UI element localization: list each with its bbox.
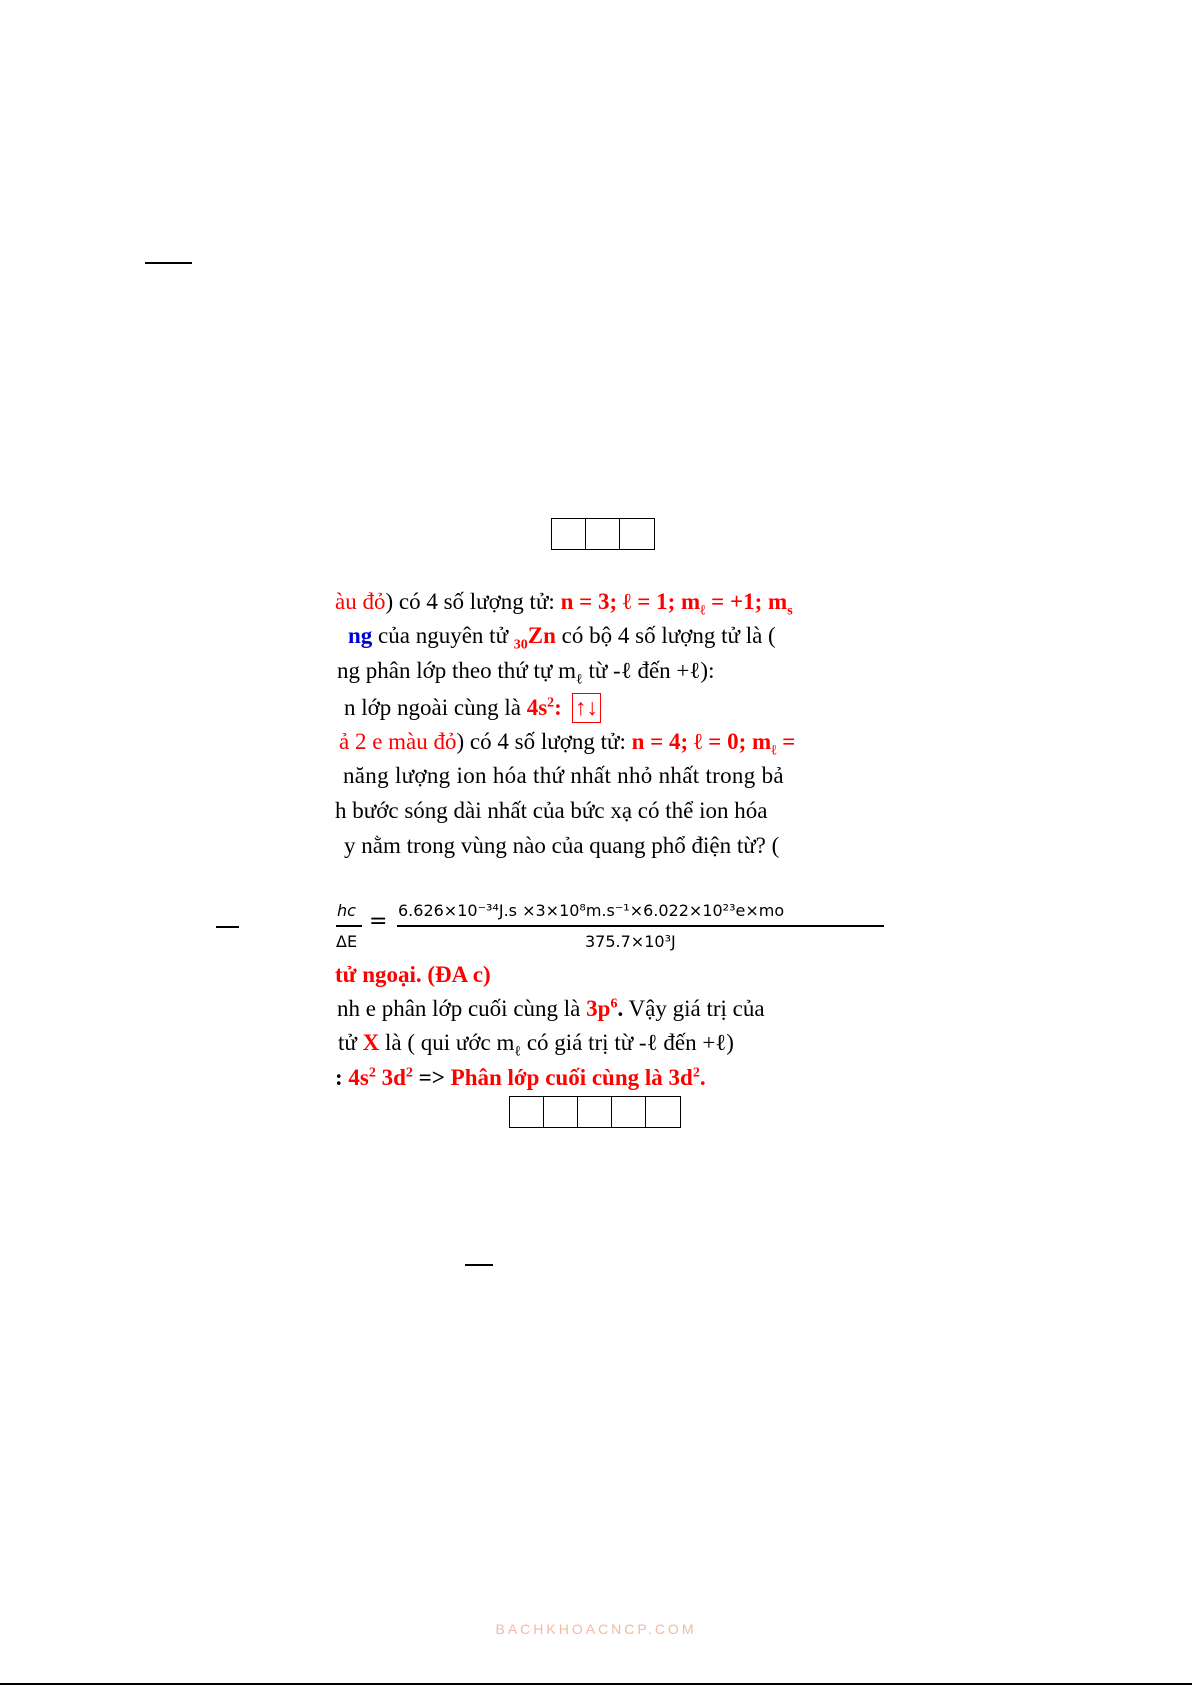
formula-lhs-numerator: hc — [337, 901, 356, 920]
orbital-cell — [510, 1097, 544, 1127]
text-line-6: năng lượng ion hóa thứ nhất nhỏ nhất trong bả — [343, 763, 784, 788]
orbital-cell — [646, 1097, 680, 1127]
line4-config: $4s^2$: — [526, 695, 562, 720]
line1-red: àu đỏ — [335, 589, 386, 614]
orbital-cell — [544, 1097, 578, 1127]
line2-text: của nguyên tử — [372, 623, 514, 648]
formula-lhs-bar — [336, 925, 362, 927]
formula-lhs-denominator: ΔE — [336, 932, 358, 951]
line2-element: $_{30}$Zn — [513, 623, 556, 653]
line1-text: ) có 4 số lượng tử: — [385, 589, 561, 614]
orbital-cell — [552, 519, 586, 549]
heading-dash — [145, 262, 192, 264]
text-line-4: n lớp ngoài cùng là $4s^2$: ↑↓ — [344, 693, 601, 723]
text-line-12: : $4s^2$ $3d^2$ => Phân lớp cuối cùng là $3d^2$. — [335, 1065, 706, 1090]
text-line-8: y nằm trong vùng nào của quang phổ điện từ? ( — [344, 833, 780, 858]
footer-watermark: BACHKHOACNCP.COM — [495, 1621, 697, 1637]
formula-dash — [216, 926, 239, 928]
orbital-cell — [586, 519, 620, 549]
text-line-7: h bước sóng dài nhất của bức xạ có thể ion hóa — [335, 798, 768, 823]
text-line-1 — [335, 589, 793, 619]
line2-blue: ng — [348, 623, 373, 648]
formula-rhs-numerator: 6.626×10⁻³⁴J.s ×3×10⁸m.s⁻¹×6.022×10²³e×mo — [398, 901, 785, 920]
text-line-11: tử X là ( qui ước $m_\ell$ có giá trị từ -ℓ đến +ℓ) — [338, 1030, 734, 1060]
formula-rhs-denominator: 375.7×10³J — [585, 932, 676, 951]
text-line-9: tử ngoại. (ĐA c) — [335, 962, 491, 987]
orbital-cell — [612, 1097, 646, 1127]
line1-quantum: n = 3; ℓ = 1; $m_\ell = +1$; $m_s$ — [560, 589, 793, 619]
orbital-boxes-p — [551, 518, 655, 550]
text-line-2 — [348, 623, 776, 653]
formula-rhs-bar — [397, 925, 884, 927]
orbital-box-4s: ↑↓ — [572, 693, 601, 723]
line2-tail: có bộ 4 số lượng tử là ( — [555, 623, 776, 648]
text-line-3: ng phân lớp theo thứ tự $m_\ell$ từ -ℓ đến +ℓ): — [337, 658, 715, 688]
text-line-5: ả 2 e màu đỏ) có 4 số lượng tử: n = 4; ℓ = 0; $m_\ell$ = — [339, 729, 796, 759]
orbital-boxes-d — [509, 1096, 681, 1128]
orbital-cell — [578, 1097, 612, 1127]
lower-dash — [465, 1264, 493, 1266]
text-line-10: nh e phân lớp cuối cùng là $3p^6$. Vậy giá trị của — [337, 996, 765, 1021]
orbital-cell — [620, 519, 654, 549]
formula-equals: = — [369, 909, 388, 934]
